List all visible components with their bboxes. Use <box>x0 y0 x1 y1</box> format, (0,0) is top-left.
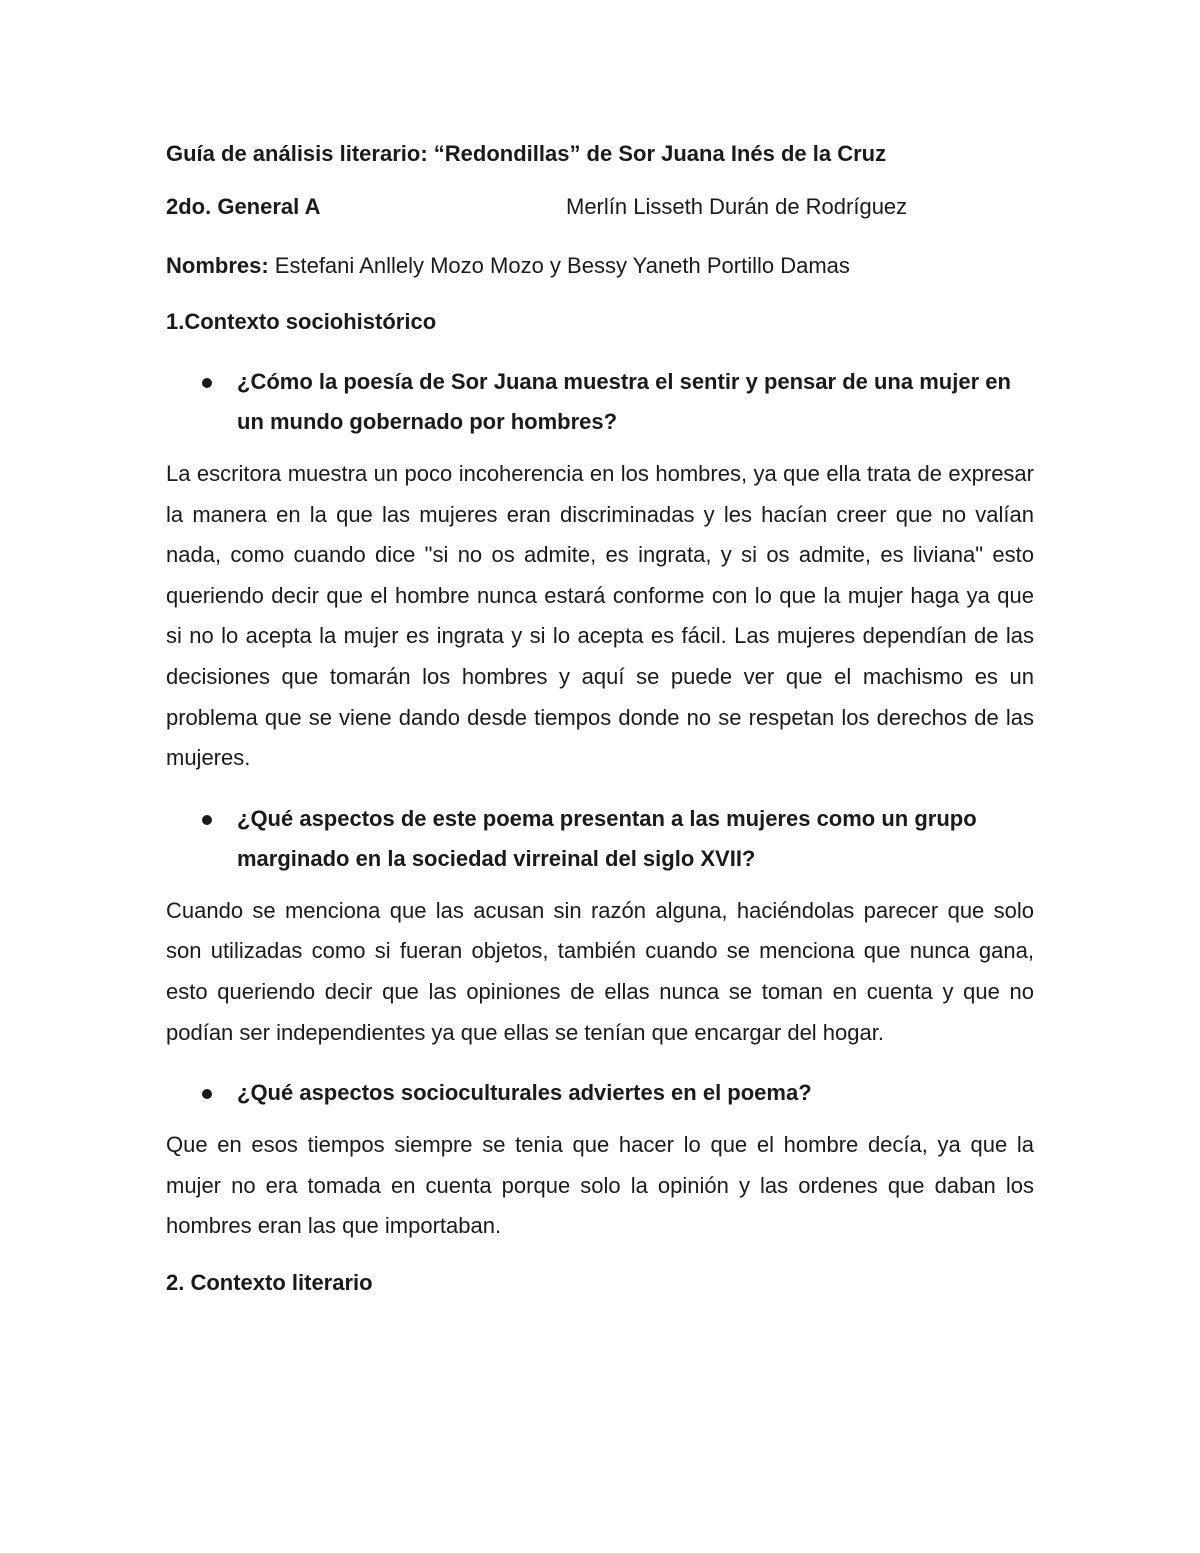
answer-paragraph: Cuando se menciona que las acusan sin razón alguna, haciéndolas parecer que solo son utilizadas como si fueran objetos, también cuando se menciona que nunca gana, esto queriendo decir que las opiniones de ellas nunca se toman en cuenta y que no podían ser independientes ya que ellas se tenían que encargar del hogar. <box>166 897 1034 1045</box>
section-heading-context-sociohistoric: 1.Contexto sociohistórico <box>166 309 437 334</box>
course-label: 2do. General A <box>166 194 321 219</box>
document-title: Guía de análisis literario: “Redondillas” de Sor Juana Inés de la Cruz <box>166 141 887 166</box>
bullet-icon <box>202 815 212 825</box>
names-label: Nombres: <box>166 253 269 278</box>
question-item <box>166 799 1034 879</box>
course-row <box>166 194 1034 226</box>
answer-paragraph: La escritora muestra un poco incoherencia en los hombres, ya que ella trata de expresar la manera en la que las mujeres eran discriminadas y les hacían creer que no valían nada, como cuando dice "si no os admite, es ingrata, y si os admite, es liviana" esto queriendo decir que el hombre nunca estará conforme con lo que la mujer haga ya que si no lo acepta la mujer es ingrata y si lo acepta es fácil. Las mujeres dependían de las decisiones que tomarán los hombres y aquí se puede ver que el machismo es un problema que se viene dando desde tiempos donde no se respetan los derechos de las mujeres. <box>166 461 1034 771</box>
question-text: ¿Qué aspectos de este poema presentan a las mujeres como un grupo marginado en la sociedad virreinal del siglo XVII? <box>237 805 977 871</box>
section-heading-context-literary: 2. Contexto literario <box>166 1269 373 1295</box>
question-text: ¿Qué aspectos socioculturales adviertes en el poema? <box>237 1080 812 1106</box>
answer-paragraph: Que en esos tiempos siempre se tenia que hacer lo que el hombre decía, ya que la mujer no era tomada en cuenta porque solo la opinión y las ordenes que daban los hombres eran las que importaban. <box>166 1132 1034 1239</box>
names-value: Estefani Anllely Mozo Mozo y Bessy Yaneth Portillo Damas <box>268 253 850 278</box>
teacher-name: Merlín Lisseth Durán de Rodríguez <box>566 194 908 219</box>
document-content <box>166 138 1034 1299</box>
question-item <box>166 362 1034 442</box>
question-item <box>166 1073 1034 1113</box>
question-text: ¿Cómo la poesía de Sor Juana muestra el sentir y pensar de una mujer en un mundo gobernado por hombres? <box>237 369 1011 434</box>
bullet-icon <box>202 1089 212 1099</box>
student-names <box>166 250 1034 282</box>
bullet-icon <box>202 378 212 388</box>
